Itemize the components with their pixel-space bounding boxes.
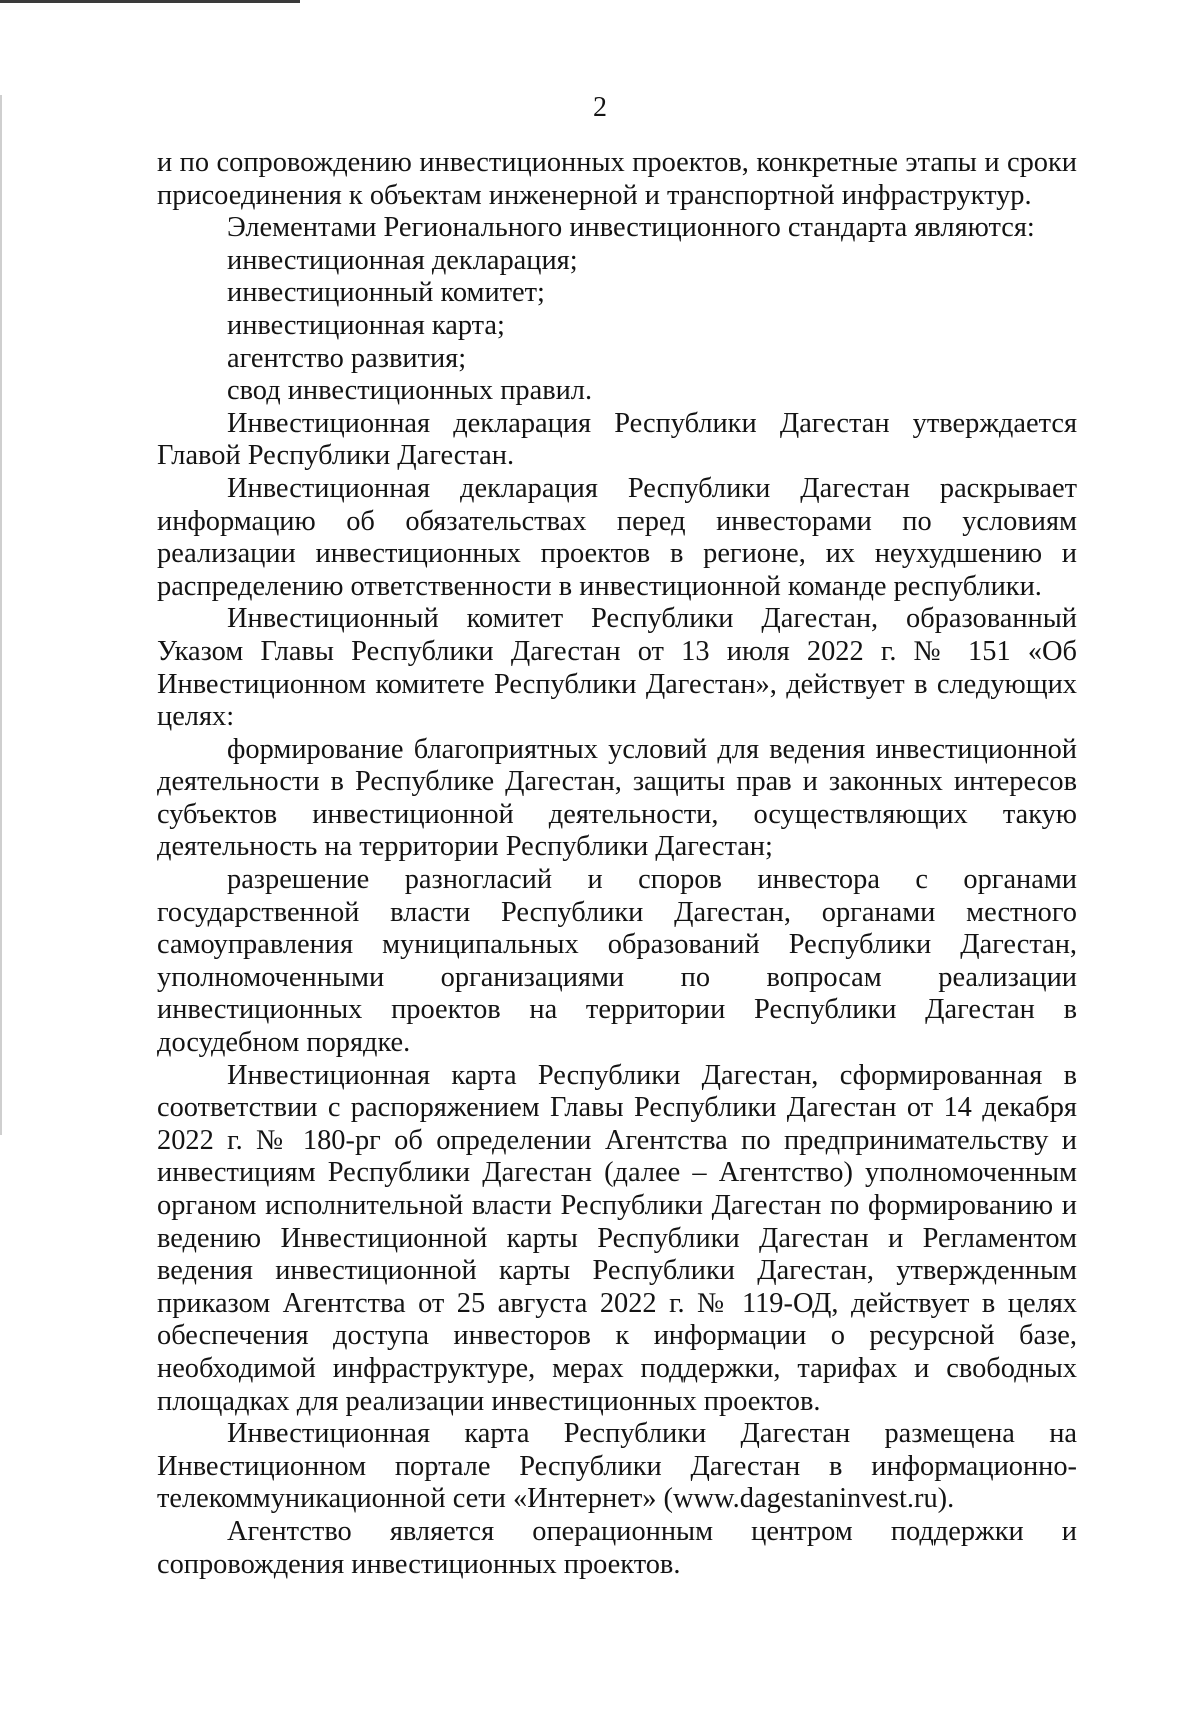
paragraph-investment-map: Инвестиционная карта Республики Дагестан, сформированная в соответствии с распоряжением Главы Республики Дагестан от 14 декабря 2022 г. № 180-рг об определении Агентства по предпринимательству и инвестициям Республики Дагестан (далее – Агентство) уполномоченным органом исполнительной власти Республики Дагестан по формированию и ведению Инвестиционной карты Республики Дагестан и Регламентом ведения инвестиционной карты Республики Дагестан, утвержденным приказом Агентства от 25 августа 2022 г. № 119-ОД, действует в целях обеспечения доступа инвесторов к информации о ресурсной базе, необходимой инфраструктуре, мерах поддержки, тарифах и свободных площадках для реализации инвестиционных проектов. bbox=[157, 1059, 1077, 1417]
paragraph-continuation: и по сопровождению инвестиционных проектов, конкретные этапы и сроки присоединения к объектам инженерной и транспортной инфраструктур. bbox=[157, 147, 1077, 211]
paragraph-declaration-content: Инвестиционная декларация Республики Дагестан раскрывает информацию об обязательствах перед инвесторами по условиям реализации инвестиционных проектов в регионе, их неухудшению и распределению ответственности в инвестиционной команде республики. bbox=[157, 472, 1077, 602]
list-item-committee: инвестиционный комитет; bbox=[227, 277, 545, 309]
list-item-map: инвестиционная карта; bbox=[227, 309, 505, 341]
paragraph-map-portal: Инвестиционная карта Республики Дагестан размещена на Инвестиционном портале Республики Дагестан в информационно-телекоммуникационной сети «Интернет» (www.dagestaninvest.ru). bbox=[157, 1418, 1077, 1515]
paragraph-committee: Инвестиционный комитет Республики Дагестан, образованный Указом Главы Республики Дагестан от 13 июля 2022 г. № 151 «Об Инвестиционном комитете Республики Дагестан», действует в следующих целях: bbox=[157, 603, 1077, 733]
scan-edge-left bbox=[0, 95, 2, 1135]
list-item-declaration: инвестиционная декларация; bbox=[227, 244, 578, 276]
document-body bbox=[157, 147, 1077, 1581]
paragraph-committee-goal-1: формирование благоприятных условий для ведения инвестиционной деятельности в Республике Дагестан, защиты прав и законных интересов субъектов инвестиционной деятельности, осуществляющих такую деятельность на территории Республики Дагестан; bbox=[157, 733, 1077, 863]
list-item-agency: агентство развития; bbox=[227, 342, 467, 374]
paragraph-declaration-approval: Инвестиционная декларация Республики Дагестан утверждается Главой Республики Дагестан. bbox=[157, 407, 1077, 472]
paragraph-committee-goal-2: разрешение разногласий и споров инвестора с органами государственной власти Республики Дагестан, органами местного самоуправления муниципальных образований Республики Дагестан, уполномоченными организациями по вопросам реализации инвестиционных проектов на территории Республики Дагестан в досудебном порядке. bbox=[157, 864, 1077, 1059]
paragraph-elements-intro: Элементами Регионального инвестиционного стандарта являются: bbox=[227, 212, 1035, 244]
page-number: 2 bbox=[593, 92, 607, 123]
paragraph-agency: Агентство является операционным центром поддержки и сопровождения инвестиционных проектов. bbox=[157, 1515, 1077, 1580]
scan-edge-top bbox=[0, 0, 300, 3]
list-item-rules: свод инвестиционных правил. bbox=[227, 375, 593, 407]
